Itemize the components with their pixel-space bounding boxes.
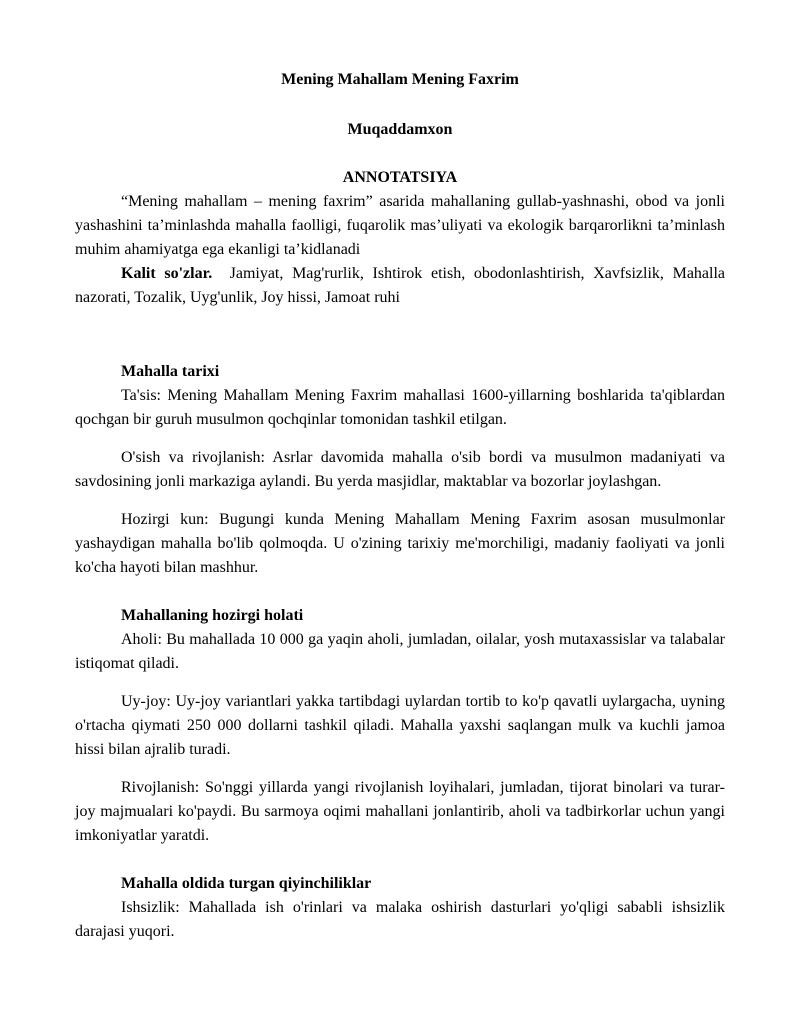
section-paragraph: Hozirgi kun: Bugungi kunda Mening Mahallam Mening Faxrim asosan musulmonlar yashaydigan mahalla bo'lib qolmoqda. U o'zining tarixiy me'morchiligi, madaniy faoliyati va jonli ko'cha hayoti bilan mashhur. <box>75 511 725 576</box>
section-heading: Mahalla tarixi <box>121 363 220 380</box>
annotation-paragraph: “Mening mahallam – mening faxrim” asarida mahallaning gullab-yashnashi, obod va jonli yashashini ta’minlashda mahalla faolligi, fuqarolik mas’uliyati va ekologik barqarorlikni ta’minlash muhim ahamiyatga ega ekanligi ta’kidlanadi <box>75 193 725 258</box>
section-paragraph: Rivojlanish: So'nggi yillarda yangi rivojlanish loyihalari, jumladan, tijorat binolari va turar-joy majmualari ko'paydi. Bu sarmoya oqimi mahallani jonlantirib, aholi va tadbirkorlar uchun yangi imkoniyatlar yaratdi. <box>75 779 725 844</box>
section-paragraph: Aholi: Bu mahallada 10 000 ga yaqin aholi, jumladan, oilalar, yosh mutaxassislar va talabalar istiqomat qiladi. <box>75 631 725 672</box>
section-heading: Mahalla oldida turgan qiyinchiliklar <box>121 875 372 892</box>
section-paragraph: O'sish va rivojlanish: Asrlar davomida mahalla o'sib bordi va musulmon madaniyati va savdosining jonli markaziga aylandi. Bu yerda masjidlar, maktablar va bozorlar joylashgan. <box>75 449 725 490</box>
keywords-paragraph <box>75 262 725 310</box>
document-page <box>75 68 725 944</box>
keywords-text: Jamiyat, Mag'rurlik, Ishtirok etish, obodonlashtirish, Xavfsizlik, Mahalla nazorati, Tozalik, Uyg'unlik, Joy hissi, Jamoat ruhi <box>75 265 726 306</box>
document-author: Muqaddamxon <box>347 121 453 138</box>
keywords-label: Kalit so'zlar. <box>121 265 213 282</box>
section-paragraph: Uy-joy: Uy-joy variantlari yakka tartibdagi uylardan tortib to ko'p qavatli uylargacha, uyning o'rtacha qiymati 250 000 dollarni tashkil qiladi. Mahalla yaxshi saqlangan mulk va kuchli jamoa hissi bilan ajralib turadi. <box>75 693 725 758</box>
section-paragraph: Ishsizlik: Mahallada ish o'rinlari va malaka oshirish dasturlari yo'qligi sababli ishsizlik darajasi yuqori. <box>75 899 725 940</box>
annotation-heading: ANNOTATSIYA <box>342 169 458 186</box>
section-heading: Mahallaning hozirgi holati <box>121 607 304 624</box>
section-paragraph: Ta'sis: Mening Mahallam Mening Faxrim mahallasi 1600-yillarning boshlarida ta'qiblardan qochgan bir guruh musulmon qochqinlar tomonidan tashkil etilgan. <box>75 387 725 428</box>
document-title: Mening Mahallam Mening Faxrim <box>281 71 519 88</box>
